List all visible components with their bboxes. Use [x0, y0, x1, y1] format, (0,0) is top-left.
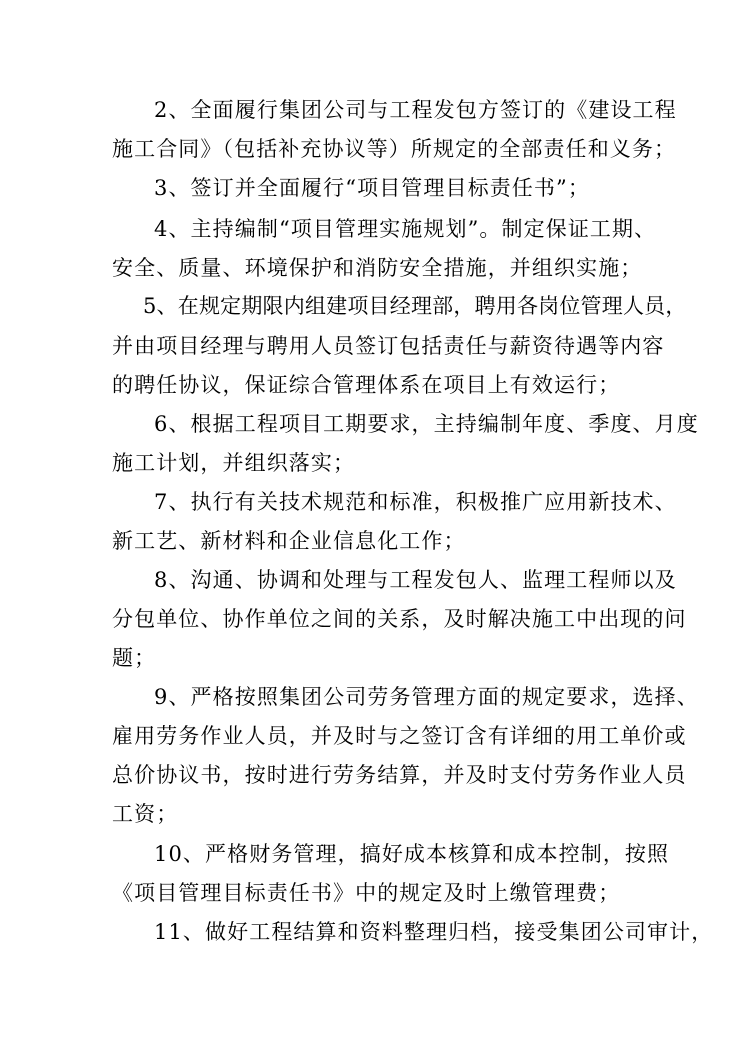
paragraph-5-line-2: 并由项目经理与聘用人员签订包括责任与薪资待遇等内容	[112, 334, 665, 358]
paragraph-6-line-2: 施工计划，并组织落实；	[112, 451, 356, 475]
paragraph-10-line-2: 《项目管理目标责任书》中的规定及时上缴管理费；	[112, 881, 621, 905]
paragraph-6-line-1: 6、根据工程项目工期要求，主持编制年度、季度、月度	[154, 412, 699, 436]
paragraph-8-line-1: 8、沟通、协调和处理与工程发包人、监理工程师以及	[154, 568, 677, 592]
paragraph-10-line-1: 10、严格财务管理，搞好成本核算和成本控制，按照	[154, 842, 670, 866]
paragraph-2-line-1: 2、全面履行集团公司与工程发包方签订的《建设工程	[154, 98, 677, 122]
paragraph-7-line-1: 7、执行有关技术规范和标准，积极推广应用新技术、	[154, 490, 677, 514]
paragraph-9-line-4: 工资；	[112, 802, 179, 826]
paragraph-3-line-1: 3、签订并全面履行“项目管理目标责任书”；	[154, 176, 590, 200]
paragraph-5-line-3: 的聘任协议，保证综合管理体系在项目上有效运行；	[112, 373, 621, 397]
paragraph-8-line-2: 分包单位、协作单位之间的关系，及时解决施工中出现的问	[112, 607, 687, 631]
paragraph-11-line-1: 11、做好工程结算和资料整理归档，接受集团公司审计，	[154, 920, 714, 944]
paragraph-2-line-2: 施工合同》（包括补充协议等）所规定的全部责任和义务；	[112, 137, 677, 161]
paragraph-9-line-3: 总价协议书，按时进行劳务结算，并及时支付劳务作业人员	[112, 763, 687, 787]
paragraph-9-line-2: 雇用劳务作业人员，并及时与之签订含有详细的用工单价或	[112, 724, 687, 748]
paragraph-5-line-1: 5、在规定期限内组建项目经理部，聘用各岗位管理人员，	[143, 294, 687, 318]
paragraph-8-line-3: 题；	[112, 646, 157, 670]
paragraph-4-line-2: 安全、质量、环境保护和消防安全措施，并组织实施；	[112, 256, 643, 280]
paragraph-9-line-1: 9、严格按照集团公司劳务管理方面的规定要求，选择、	[154, 685, 699, 709]
paragraph-7-line-2: 新工艺、新材料和企业信息化工作；	[112, 529, 466, 553]
paragraph-4-line-1: 4、主持编制“项目管理实施规划”。制定保证工期、	[154, 217, 657, 241]
